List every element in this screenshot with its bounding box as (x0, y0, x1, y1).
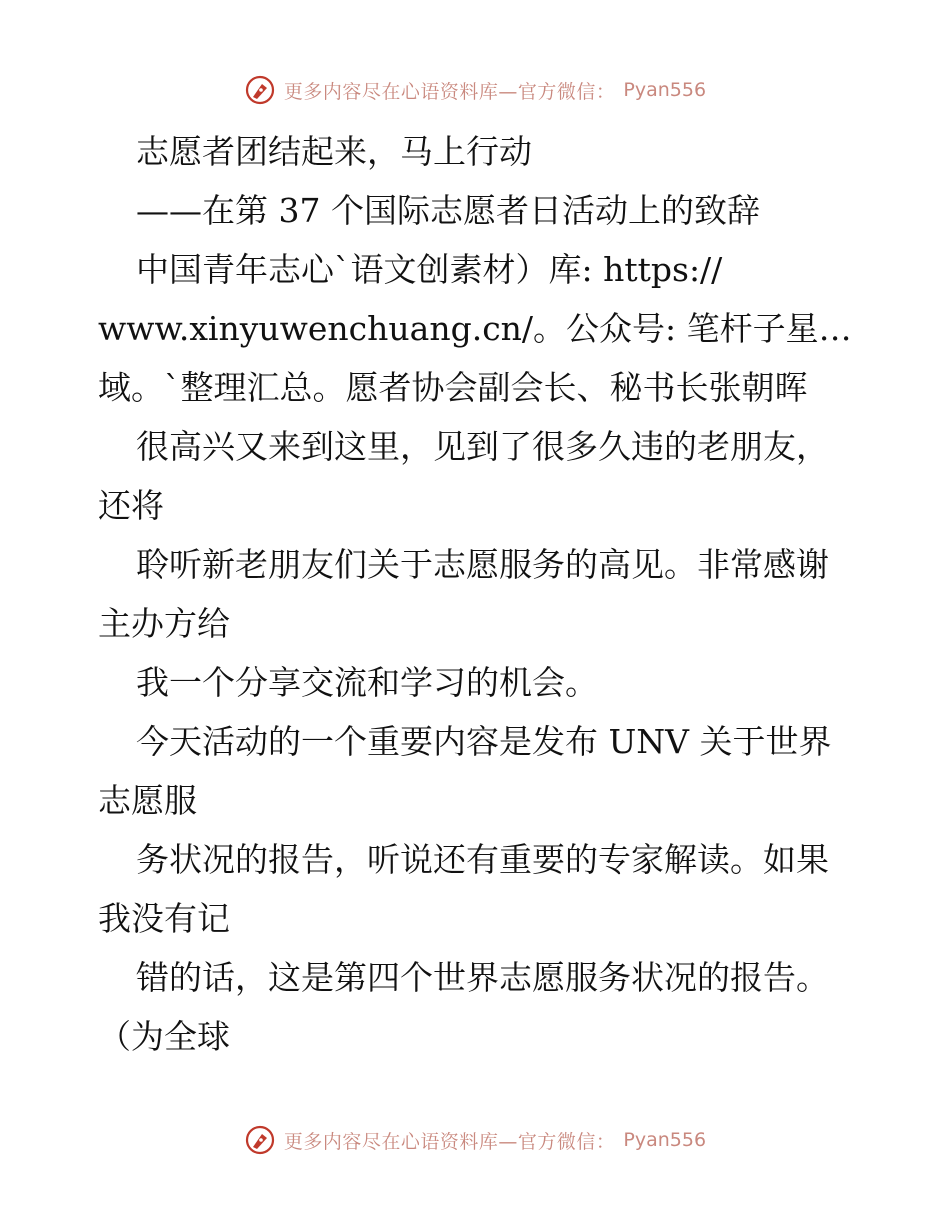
text-line: 中国青年志心`语文创素材）库: https:// (136, 250, 723, 289)
text-line: 我没有记 (98, 899, 230, 938)
text-line: 主办方给 (98, 604, 230, 643)
header-banner (0, 70, 950, 110)
text-line: 很高兴又来到这里，见到了很多久违的老朋友， (136, 427, 829, 466)
text-line: （为全球 (98, 1017, 230, 1056)
pen-nib-logo-icon (244, 74, 276, 106)
banner-text: 更多内容尽在心语资料库—官方微信： (283, 1130, 616, 1153)
text-line: 还将 (98, 486, 164, 525)
text-line: ——在第 37 个国际志愿者日活动上的致辞 (136, 191, 760, 230)
text-line: www.xinyuwenchuang.cn/。公众号: 笔杆子星… (98, 309, 852, 348)
banner-text: 更多内容尽在心语资料库—官方微信： (283, 80, 616, 103)
banner-wechat-id: Pyan556 (623, 1129, 707, 1151)
text-line: 志愿者团结起来，马上行动 (136, 132, 532, 171)
text-line: 今天活动的一个重要内容是发布 UNV 关于世界 (136, 722, 832, 761)
document-body (98, 122, 858, 1066)
footer-banner (0, 1120, 950, 1160)
text-line: 我一个分享交流和学习的机会。 (136, 663, 598, 702)
text-line: 错的话，这是第四个世界志愿服务状况的报告。 (136, 958, 829, 997)
text-line: 域。`整理汇总。愿者协会副会长、秘书长张朝晖 (98, 368, 808, 407)
text-line: 志愿服 (98, 781, 197, 820)
banner-wechat-id: Pyan556 (623, 79, 707, 101)
text-line: 聆听新老朋友们关于志愿服务的高见。非常感谢 (136, 545, 829, 584)
text-line: 务状况的报告，听说还有重要的专家解读。如果 (136, 840, 829, 879)
pen-nib-logo-icon (244, 1124, 276, 1156)
